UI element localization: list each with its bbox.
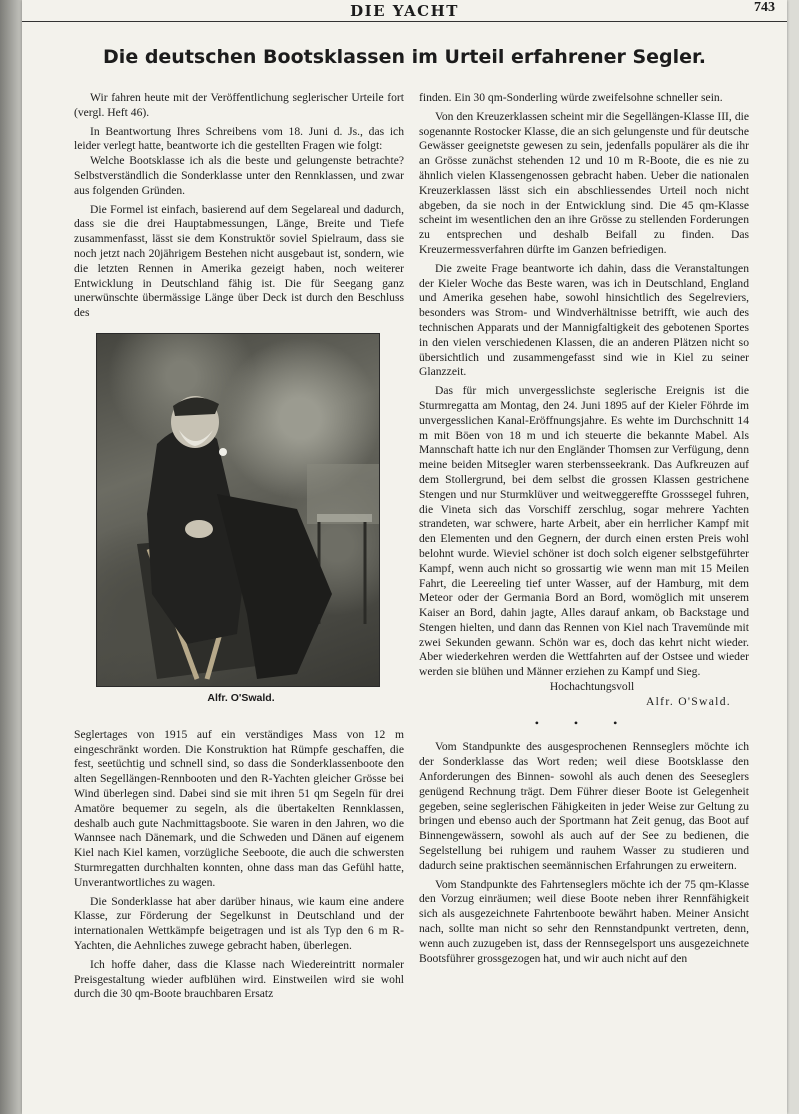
paragraph: Die Formel ist einfach, basierend auf dem Segelareal und dadurch, dass sie die drei Hauptabmessungen, Länge, Breite und Tiefe zusammenfasst, lässt sie dem Konstruktör soviel Spielraum, dass sie noch jetzt nach 20jährigem Bestehen nicht ausgebaut ist, sondern, wie die letzten Rennen in Amerika gezeigt haben, noch weiterer Entwicklung in Deutschland fähig ist. Die für Seegang ganz unerwünschte übermässige Länge über Deck ist durch den Beschluss des xyxy=(74,202,404,320)
magazine-page xyxy=(22,0,787,1114)
paragraph: Die zweite Frage beantworte ich dahin, dass die Veranstaltungen der Kieler Woche das Beste waren, was ich in Deutschland, England und Amerika gesehen habe, sowohl hinsichtlich des Segelreviers, besonders was Strom- und Windverhältnisse betrifft, wie auch des technischen Apparats und der Mannigfaltigkeit des gebotenen Sportes in den vielen verschiedenen Klassen, die an anderen Plätzen nicht so übersichtlich und zusammengefasst sind wie in Kiel zu seiner Glanzzeit. xyxy=(419,261,749,379)
closing-line: Hochachtungsvoll xyxy=(549,680,635,694)
page-number: 743 xyxy=(754,0,775,15)
running-head: DIE YACHT xyxy=(350,2,459,20)
paragraph: Von den Kreuzerklassen scheint mir die Segellängen-Klasse III, die sogenannte Rostocker Klasse, die an sich gelungenste und für deutsche Gewässer geeignetste gewesen zu sein, jedenfalls populärer als die ihr an Grösse zunächst stehenden 12 und 10 m R-Boote, die es nie zu ähnlich vielen Klassengenossen gebracht haben. Ueber die nationalen Kreuzerklassen lässt sich ein abschliessendes Urteil noch nicht abgeben, da sie noch in der Entwicklung sind. Die 45 qm-Klasse scheint im wesentlichen den an ihre Grösse zu stellenden Forderungen zu entsprechen und deshalb Beifall zu finden. Das Kreuzermessverfahren dürfte im Ganzen befriedigen. xyxy=(419,109,749,256)
paragraph: Das für mich unvergesslichste seglerische Ereignis ist die Sturmregatta am Montag, den 24. Juni 1895 auf der Kieler Föhrde im unvergesslichen Kanal-Eröffnungsjahre. Es wehte im Durchschnitt 14 m mit Böen von 18 m und ich steuerte die bekannte Mabel. Als Mannschaft hatte ich nur den Engländer Thomsen zur Verfügung, denn meine beiden Mitsegler waren sterbensseekrank. Das Aufkreuzen auf dem Stollergrund, bei dem selbst die grossen Klassen gestrichene Stengen und nur Sturmklüver und weitweggereffte Grosssegel fuhren, die Vineta sich das Vorschiff zerschlug, sogar mehrere Yachten strandeten, war schwere, harte Arbeit, aber ein herrlicher Kampf mit den Elementen und den Gegnern, der durch einen ersten Preis wohl belohnt wurde. Wieviel schöner ist doch solch eigener selbstgeführter Kampf, wenn auch nicht so grossartig wie wenn man mit 15 Meilen Fahrt, die Leereeling tief unter Wasser, auf der Hamburg, mit dem Meteor oder der Germania Bord an Bord, womöglich mit unserem Kaiser an Bord, dahin jagte, Alles darauf ankam, ob Backstage und Stengen hielten, und dann das Rennen von Kiel nach Travemünde mit zwei Sekunden gewann. Schön war es, doch das kehrt nicht wieder. Aber wiederkehren werden die Wettfahrten auf der Ostsee und wieder werden sie blühen und Männer erziehen zu Kampf und Sieg. xyxy=(419,384,749,679)
paragraph: Vom Standpunkte des Fahrtenseglers möchte ich der 75 qm-Klasse den Vorzug einräumen; weil diese Boote neben ihrer Rennfähigkeit sich als ausgezeichnete Fahrtenboote bewährt haben. Meiner Ansicht nach, sollte man nicht so sehr den Rennstandpunkt vertreten, denn, wenn auch zuzugeben ist, dass der Rennsegelsport uns ausgezeichnete Bootsführer grossgezogen hat, und wir auch nicht auf den xyxy=(419,877,749,965)
paragraph: Wir fahren heute mit der Veröffentlichung seglerischer Urteile fort (vergl. Heft 46). xyxy=(74,91,404,119)
paragraph: Seglertages von 1915 auf ein verständiges Mass von 12 m eingeschränkt worden. Die Konstruktion hat Rümpfe geschaffen, die fest, seetüchtig und schnell sind, so dass die Sonderklassenboote den alten Segellängen-Rennbooten und den R-Yachten gleicher Grösse bei Wind überlegen sind. Dabei sind sie mit ihren 51 qm Segeln für drei Amatöre bequemer zu segeln, als die übertakelten Rennklassen, deshalb auch gute Nachmittagsboote. Sie waren in den Jahren, wo die Wannsee nach Dänemark, und die Schweden und Dänen auf eigenem Kiel nach Kiel kamen, vorzügliche Seeboote, die auch die schwersten Sturmregatten durchhalten konnten, ohne dass man das Gefühl hatte, Unverantwortliches zu wagen. xyxy=(74,727,404,889)
article-title: Die deutschen Bootsklassen im Urteil erfahrener Segler. xyxy=(103,46,706,68)
section-divider: • • • xyxy=(534,715,634,730)
left-column xyxy=(74,91,404,1096)
paragraph: Vom Standpunkte des ausgesprochenen Rennseglers möchte ich der Sonderklasse das Wort reden; weil diese Bootsklasse den Anforderungen des Binnen- sowohl als auch denen des Seeseglers genügend Rechnung trägt. Dem Führer dieser Boote ist Gelegenheit gegeben, seine seglerischen Fähigkeiten in jeder Weise zur Geltung zu bringen und ebenso auch der Sportmann hat Zeit genug, das Boot auf Binnengewässern, sowohl als auch auf der See zu bedienen, die Segelstellung bei ruhigem und rauhem Wasser zu studieren und dadurch seine praktischen seemännischen Erfahrungen zu erweitern. xyxy=(419,740,749,872)
paragraph: Ich hoffe daher, dass die Klasse nach Wiedereintritt normaler Preisgestaltung wieder aufblühen wird. Einstweilen wird sie wohl durch die 30 qm-Boote brauchbaren Ersatz xyxy=(74,957,404,1001)
paragraph: Die Sonderklasse hat aber darüber hinaus, wie kaum eine andere Klasse, zur Förderung der Segelkunst in Deutschland und der internationalen Wettkämpfe beigetragen und ist als Typ den 6 m R-Yachten, die Aehnliches zuwege gebracht haben, überlegen. xyxy=(74,894,404,952)
header-rule xyxy=(22,21,787,22)
seated-man-illustration xyxy=(97,334,379,686)
binding-gutter xyxy=(0,0,22,1114)
photo-caption: Alfr. O'Swald. xyxy=(207,691,275,704)
portrait-figure xyxy=(84,333,398,706)
signature: Alfr. O'Swald. xyxy=(645,694,731,708)
paragraph: finden. Ein 30 qm-Sonderling würde zweifelsohne schneller sein. xyxy=(419,91,723,104)
right-column xyxy=(419,91,749,1096)
paragraph: Welche Bootsklasse ich als die beste und gelungenste betrachte? Selbstverständlich die Sonderklasse unter den Rennklassen, und zwar aus folgenden Gründen. xyxy=(74,154,404,197)
paragraph: In Beantwortung Ihres Schreibens vom 18. Juni d. Js., das ich leider verlegt hatte, beantworte ich die gestellten Fragen wie folgt: xyxy=(74,124,404,153)
portrait-photo xyxy=(96,333,380,687)
